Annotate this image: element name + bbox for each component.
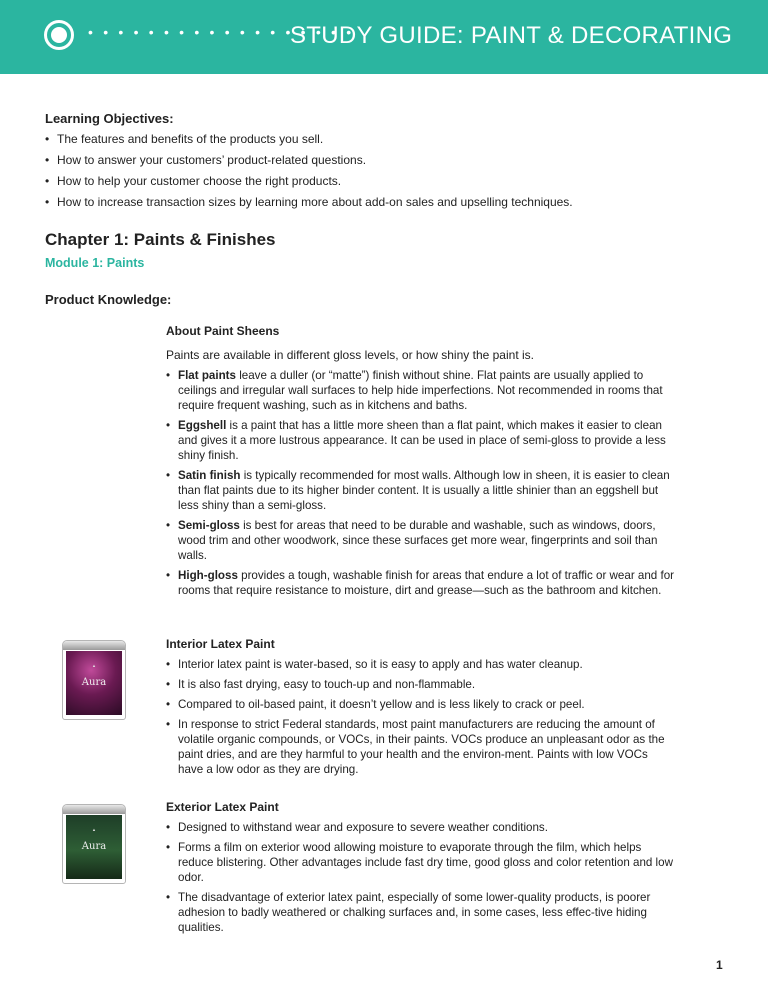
term: High-gloss xyxy=(178,569,238,582)
list-item: • It is also fast drying, easy to touch-up and non-flammable. xyxy=(166,677,676,692)
list-item: • Compared to oil-based paint, it doesn’t yellow and is less likely to crack or peel. xyxy=(166,697,676,712)
list-item: • Semi-gloss is best for areas that need to be durable and washable, such as windows, doors, wood trim and other woodwork, since these surfaces get more wear, fingerprints and soil than walls. xyxy=(166,518,676,563)
list-item: • Designed to withstand wear and exposure to severe weather conditions. xyxy=(166,820,676,835)
can-brand-name: Aura xyxy=(81,841,107,852)
sheens-intro: Paints are available in different gloss levels, or how shiny the paint is. xyxy=(166,348,534,362)
dotted-leader: • • • • • • • • • • • • • • • • • • xyxy=(88,24,355,40)
objectives-heading: Learning Objectives: xyxy=(45,111,174,126)
list-item: • Flat paints leave a duller (or “matte”) finish without shine. Flat paints are usually applied to ceilings and irregular wall surfaces to help hide imperfections. Not recommended in rooms that require frequent washing, such as in kitchens and baths. xyxy=(166,368,676,413)
section-heading: Exterior Latex Paint xyxy=(166,800,279,814)
can-brand-name: Aura xyxy=(81,677,107,688)
list-item: • In response to strict Federal standards, most paint manufacturers are reducing the amount of volatile organic compounds, or VOCs, in their paints. VOCs produce an unpleasant odor as the paint dries, and are they harmful to your health and the environ-ment. Paints with low VOCs have a low odor as they are drying. xyxy=(166,717,676,777)
interior-paint-can-image: ▲ Aura xyxy=(62,640,126,720)
exterior-paint-can-image: ▲ Aura xyxy=(62,804,126,884)
list-item: • How to help your customer choose the right products. xyxy=(45,174,695,189)
list-item: • How to increase transaction sizes by learning more about add-on sales and upselling techniques. xyxy=(45,195,695,210)
term: Semi-gloss xyxy=(178,519,240,532)
circle-logo-icon xyxy=(44,20,74,50)
sheens-list xyxy=(166,368,676,598)
header-banner xyxy=(0,0,768,74)
objectives-list xyxy=(45,132,695,216)
list-item: • Satin finish is typically recommended for most walls. Although low in sheen, it is easier to clean than flat paints due to its higher binder content. It is usually a little shinier than an eggshell but less shiny than a semi-gloss. xyxy=(166,468,676,513)
list-item: • Eggshell is a paint that has a little more sheen than a flat paint, which makes it easier to clean and gives it a more lustrous appearance. It can be used in place of semi-gloss to provide a less shiny finish. xyxy=(166,418,676,463)
page-number: 1 xyxy=(716,958,723,972)
product-knowledge-heading: Product Knowledge: xyxy=(45,292,172,307)
list-item: • Interior latex paint is water-based, so it is easy to apply and has water cleanup. xyxy=(166,657,676,672)
chapter-title: Chapter 1: Paints & Finishes xyxy=(45,230,276,249)
list-item: • Forms a film on exterior wood allowing moisture to evaporate through the film, which helps reduce blistering. Other advantages include fast dry time, good gloss and color retention and low odor. xyxy=(166,840,676,885)
list-item: • The features and benefits of the products you sell. xyxy=(45,132,695,147)
page-title: STUDY GUIDE: PAINT & DECORATING xyxy=(290,22,733,49)
term: Flat paints xyxy=(178,369,236,382)
interior-list xyxy=(166,657,676,777)
term: Eggshell xyxy=(178,419,227,432)
section-heading: About Paint Sheens xyxy=(166,324,280,338)
exterior-list xyxy=(166,820,676,935)
list-item: • The disadvantage of exterior latex paint, especially of some lower-quality products, is poorer adhesion to badly weathered or chalking surfaces and, in some cases, less effec-tive hiding qualities. xyxy=(166,890,676,935)
module-title: Module 1: Paints xyxy=(45,256,145,270)
interior-section xyxy=(166,637,676,782)
sheens-section xyxy=(166,324,676,603)
list-item: • How to answer your customers’ product-related questions. xyxy=(45,153,695,168)
term: Satin finish xyxy=(178,469,241,482)
list-item: • High-gloss provides a tough, washable finish for areas that endure a lot of traffic or wear and for rooms that require resistance to moisture, dirt and grease—such as the bathroom and kitchen. xyxy=(166,568,676,598)
exterior-section xyxy=(166,800,676,940)
section-heading: Interior Latex Paint xyxy=(166,637,275,651)
